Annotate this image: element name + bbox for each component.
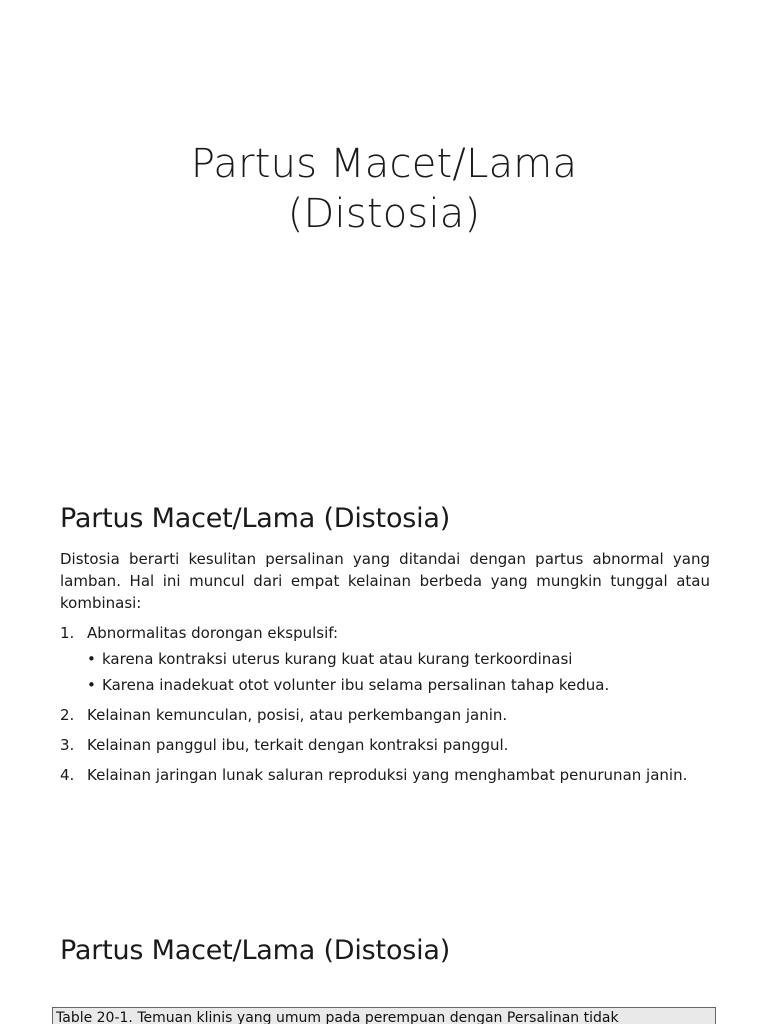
definition-slide <box>0 440 768 880</box>
list-item-2 <box>60 704 710 726</box>
list-item-text: Kelainan kemunculan, posisi, atau perkembangan janin. <box>87 706 508 724</box>
sub-list-item-text: Karena inadekuat otot volunter ibu selama persalinan tahap kedua. <box>102 676 610 694</box>
list-item-text: Abnormalitas dorongan ekspulsif: <box>87 624 339 642</box>
table-slide <box>0 880 768 1024</box>
bullet-icon: • <box>87 676 96 694</box>
table-caption: Table 20-1. Temuan klinis yang umum pada perempuan dengan Persalinan tidak <box>56 1010 619 1024</box>
list-item-text: Kelainan panggul ibu, terkait dengan kontraksi panggul. <box>87 736 509 754</box>
list-number: 4. <box>60 766 75 784</box>
intro-paragraph: Distosia berarti kesulitan persalinan yang ditandai dengan partus abnormal yang lamban. Hal ini muncul dari empat kelainan berbeda yang mungkin tunggal atau kombinasi: <box>60 550 710 612</box>
slide-title <box>0 139 768 239</box>
list-number: 2. <box>60 706 75 724</box>
list-item-1 <box>60 622 710 696</box>
slide-title-line-2: (Distosia) <box>287 190 481 237</box>
title-slide <box>0 0 768 440</box>
slide-content <box>60 548 710 794</box>
list-number: 1. <box>60 624 75 642</box>
sub-list-item-text: karena kontraksi uterus kurang kuat atau kurang terkoordinasi <box>102 650 573 668</box>
slide-heading: Partus Macet/Lama (Distosia) <box>60 935 451 967</box>
list-number: 3. <box>60 736 75 754</box>
list-item-3 <box>60 734 710 756</box>
sub-list <box>87 648 710 696</box>
slide-heading: Partus Macet/Lama (Distosia) <box>60 503 451 535</box>
bullet-icon: • <box>87 650 96 668</box>
sub-list-item-2 <box>87 674 710 696</box>
list-item-4 <box>60 764 710 786</box>
list-item-text: Kelainan jaringan lunak saluran reproduksi yang menghambat penurunan janin. <box>87 766 688 784</box>
slide-title-line-1: Partus Macet/Lama <box>190 140 578 187</box>
numbered-list <box>60 622 710 786</box>
sub-list-item-1 <box>87 648 710 670</box>
clinical-findings-table <box>52 1007 716 1024</box>
